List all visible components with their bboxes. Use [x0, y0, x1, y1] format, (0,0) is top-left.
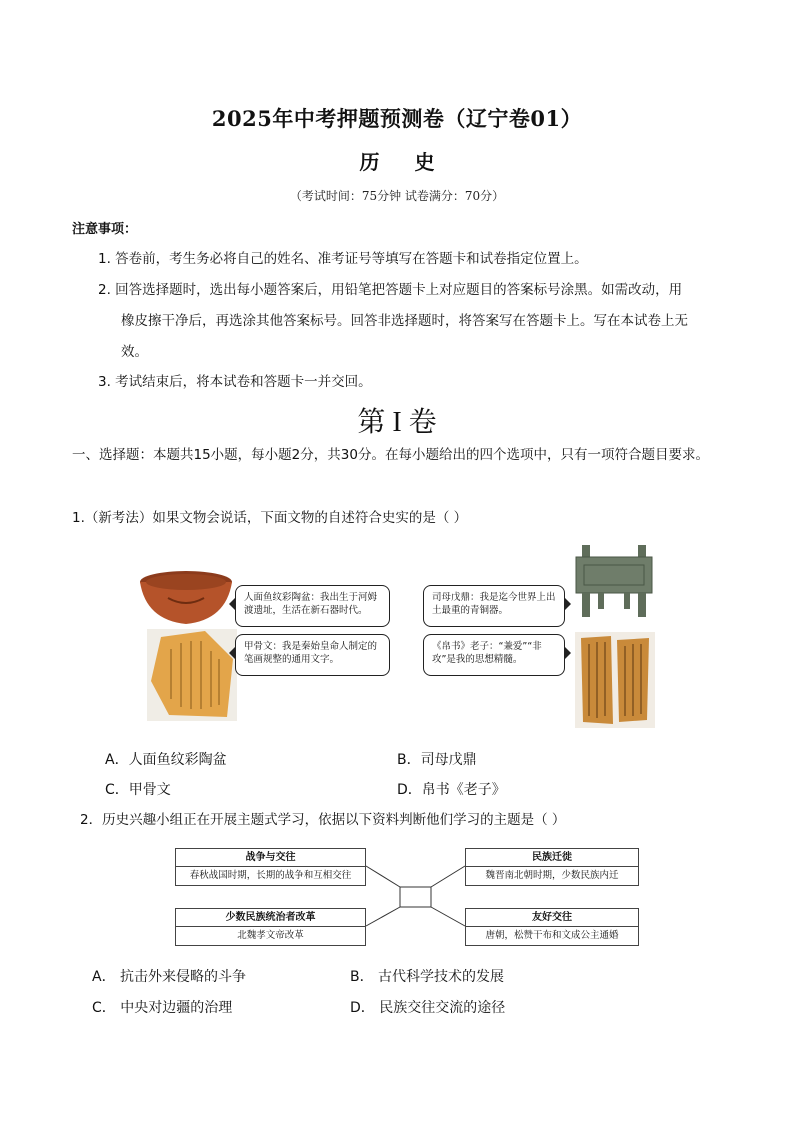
q1-option-d[interactable]: D．帛书《老子》 — [397, 782, 506, 798]
note-item-2 — [98, 275, 726, 368]
q1-option-b[interactable]: B．司母戊鼎 — [397, 752, 477, 768]
theme-box-head: 少数民族统治者改革 — [176, 909, 365, 927]
bubble-oracle-bone: 甲骨文：我是秦始皇命人制定的笔画规整的通用文字。 — [235, 634, 390, 676]
theme-box-body: 魏晋南北朝时期，少数民族内迁 — [485, 870, 619, 881]
theme-box-head: 战争与交往 — [176, 849, 365, 867]
subject-title: 历 史 — [359, 150, 449, 174]
theme-box-head: 民族迁徙 — [466, 849, 638, 867]
silk-manuscript-image — [575, 632, 655, 728]
theme-box-war-and-exchange — [175, 848, 366, 886]
note-item-1: 1. 答卷前，考生务必将自己的姓名、准考证号等填写在答题卡和试卷指定位置上。 — [98, 251, 588, 267]
note-item-3: 3. 考试结束后，将本试卷和答题卡一并交回。 — [98, 374, 372, 390]
exam-title: 2025年中考押题预测卷（辽宁卷01） — [211, 106, 583, 131]
pottery-bowl-image — [138, 568, 234, 628]
bubble-pottery-bowl: 人面鱼纹彩陶盆：我出生于河姆渡遗址，生活在新石器时代。 — [235, 585, 390, 627]
question-1-stem: 1.（新考法）如果文物会说话，下面文物的自述符合史实的是（ ） — [72, 510, 468, 526]
q2-option-b[interactable]: B． 古代科学技术的发展 — [350, 969, 505, 985]
theme-box-migration — [465, 848, 639, 886]
q1-option-a[interactable]: A．人面鱼纹彩陶盆 — [105, 752, 227, 768]
part-one-instructions: 一、选择题：本题共15小题，每小题2分，共30分。在每小题给出的四个选项中，只有一项符合题目要求。 — [72, 447, 709, 463]
theme-box-body: 春秋战国时期，长期的战争和互相交往 — [189, 870, 352, 881]
note-item-2-line2: 橡皮擦干净后，再选涂其他答案标号。回答非选择题时，将答案写在答题卡上。写在本试卷上无 — [121, 313, 688, 329]
theme-box-body: 北魏孝文帝改革 — [237, 930, 304, 941]
q2-option-c[interactable]: C． 中央对边疆的治理 — [92, 1000, 233, 1016]
q1-option-c[interactable]: C．甲骨文 — [105, 782, 171, 798]
theme-box-reform — [175, 908, 366, 946]
oracle-bone-image — [147, 629, 237, 721]
note-item-2-line1: 2. 回答选择题时，选出每小题答案后，用铅笔把答题卡上对应题目的答案标号涂黑。如需改动，用 — [98, 282, 683, 298]
bronze-ding-image — [572, 543, 656, 619]
question-2-stem: 2．历史兴趣小组正在开展主题式学习，依据以下资料判断他们学习的主题是（ ） — [80, 812, 566, 828]
notes-heading: 注意事项： — [72, 222, 138, 237]
bubble-silk-manuscript: 《帛书》老子：“兼爱”“非攻”是我的思想精髓。 — [423, 634, 565, 676]
theme-box-friendly-exchange — [465, 908, 639, 946]
q2-option-d[interactable]: D． 民族交往交流的途径 — [350, 1000, 506, 1016]
theme-box-head: 友好交往 — [466, 909, 638, 927]
theme-box-body: 唐朝，松赞干布和文成公主通婚 — [485, 930, 619, 941]
exam-info: （考试时间：75分钟 试卷满分：70分） — [289, 189, 505, 203]
bubble-bronze-ding: 司母戊鼎：我是迄今世界上出土最重的青铜器。 — [423, 585, 565, 627]
section-heading: 第 I 卷 — [357, 407, 437, 438]
note-item-2-line3: 效。 — [121, 344, 148, 360]
q2-option-a[interactable]: A． 抗击外来侵略的斗争 — [92, 969, 247, 985]
